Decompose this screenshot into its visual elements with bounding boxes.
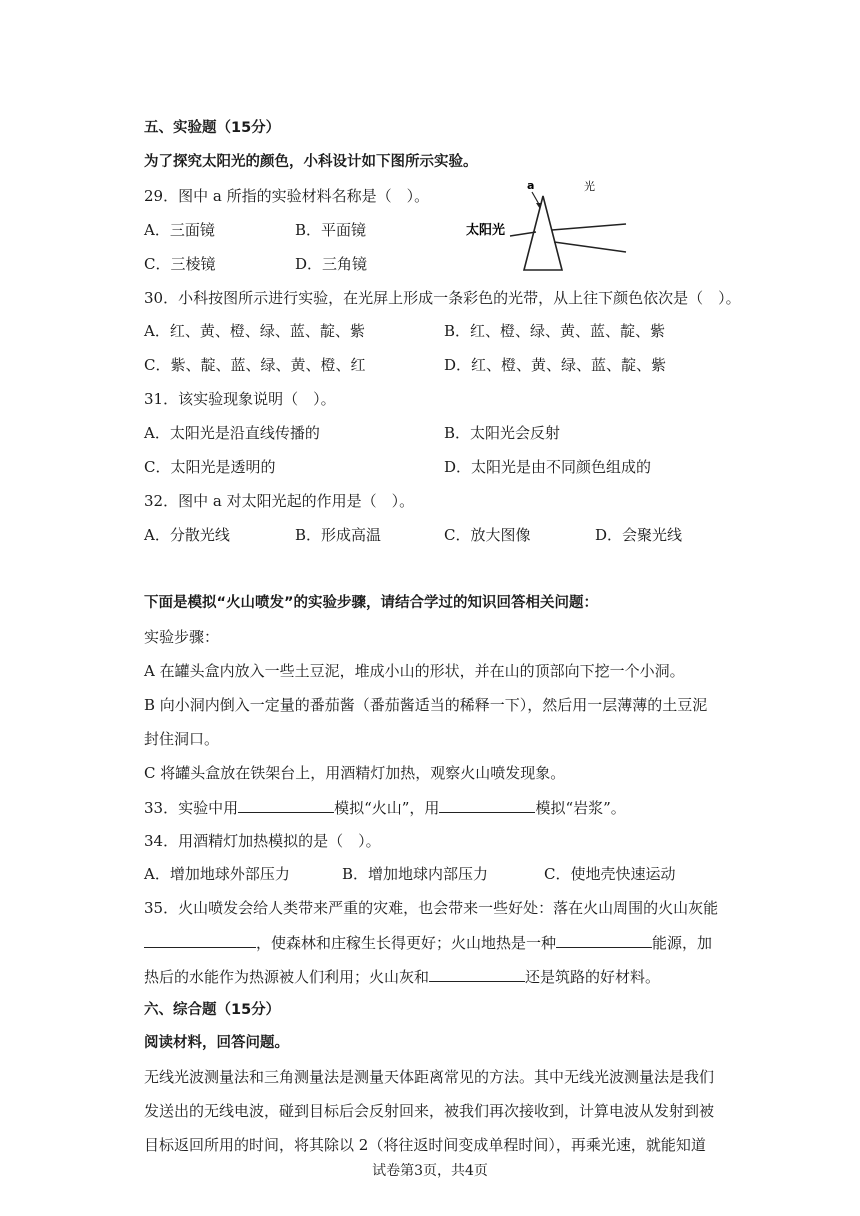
label-light: 光 [584, 180, 595, 193]
q32-option-d: D．会聚光线 [595, 526, 683, 544]
q33-part1: 33．实验中用 [144, 799, 239, 817]
q29-option-a: A．三面镜 [144, 221, 215, 239]
volcano-experiment-intro: 下面是模拟“火山喷发”的实验步骤，请结合学过的知识回答相关问题： [144, 595, 599, 611]
step-c: C 将罐头盒放在铁架台上，用酒精灯加热，观察火山喷发现象。 [144, 764, 566, 782]
prism-figure [460, 176, 630, 278]
q32-option-a: A．分散光线 [144, 526, 230, 544]
section-6-title: 六、综合题（15分） [144, 1002, 281, 1018]
q35-blank-material[interactable] [429, 966, 525, 982]
q35-blank-ash-benefit[interactable] [144, 932, 256, 948]
q35-line2-text-b: 能源，加 [652, 934, 713, 952]
q30-option-b: B．红、橙、绿、黄、蓝、靛、紫 [444, 322, 666, 340]
q35-line3-text-a: 热后的水能作为热源被人们利用；火山灰和 [144, 968, 430, 986]
q29-option-c: C．三棱镜 [144, 255, 216, 273]
q35-line2-text-a: ，使森林和庄稼生长得更好；火山地热是一种 [256, 934, 557, 952]
q32-option-c: C．放大图像 [444, 526, 531, 544]
q34-option-a: A．增加地球外部压力 [144, 865, 290, 883]
q30-option-d: D．红、橙、黄、绿、蓝、靛、紫 [444, 356, 667, 374]
q35-line2 [144, 932, 712, 953]
steps-title: 实验步骤： [144, 628, 220, 646]
q34-option-c: C．使地壳快速运动 [544, 865, 676, 883]
q29-stem: 29．图中 a 所指的实验材料名称是（ ）。 [144, 187, 430, 205]
q31-option-c: C．太阳光是透明的 [144, 458, 276, 476]
q33-blank-magma[interactable] [439, 797, 535, 813]
label-sunlight: 太阳光 [466, 223, 506, 238]
q30-stem: 30．小科按图所示进行实验，在光屏上形成一条彩色的光带，从上往下颜色依次是（ ）。 [144, 289, 741, 307]
step-b-line2: 封住洞口。 [144, 730, 220, 748]
q34-stem: 34．用酒精灯加热模拟的是（ ）。 [144, 832, 381, 850]
q31-option-a: A．太阳光是沿直线传播的 [144, 424, 320, 442]
material-line1: 无线光波测量法和三角测量法是测量天体距离常见的方法。其中无线光波测量法是我们 [144, 1068, 715, 1086]
q31-stem: 31．该实验现象说明（ ）。 [144, 390, 336, 408]
q32-option-b: B．形成高温 [295, 526, 382, 544]
step-a: A 在罐头盒内放入一些土豆泥，堆成小山的形状，并在山的顶部向下挖一个小洞。 [144, 662, 685, 680]
label-a: a [527, 179, 535, 192]
q35-line1: 35．火山喷发会给人类带来严重的灾难，也会带来一些好处：落在火山周围的火山灰能 [144, 899, 719, 917]
q31-option-d: D．太阳光是由不同颜色组成的 [444, 458, 652, 476]
q35-blank-energy-type[interactable] [556, 932, 652, 948]
q31-option-b: B．太阳光会反射 [444, 424, 561, 442]
material-line3: 目标返回所用的时间，将其除以 2（将往返时间变成单程时间），再乘光速，就能知道 [144, 1136, 706, 1154]
q33-blank-volcano[interactable] [238, 797, 334, 813]
q34-option-b: B．增加地球内部压力 [342, 865, 489, 883]
q30-option-c: C．紫、靛、蓝、绿、黄、橙、红 [144, 356, 366, 374]
q30-option-a: A．红、黄、橙、绿、蓝、靛、紫 [144, 322, 365, 340]
material-line2: 发送出的无线电波，碰到目标后会反射回来，被我们再次接收到，计算电波从发射到被 [144, 1102, 715, 1120]
q35-line3 [144, 966, 660, 987]
q33-part2: 模拟“火山”，用 [334, 799, 440, 817]
dispersed-ray-lower [554, 242, 626, 252]
sunlight-experiment-intro: 为了探究太阳光的颜色，小科设计如下图所示实验。 [144, 154, 478, 170]
q35-line3-text-b: 还是筑路的好材料。 [525, 968, 661, 986]
dispersed-ray-upper [552, 224, 626, 230]
q33 [144, 797, 626, 818]
page-footer: 试卷第3页，共4页 [372, 1163, 488, 1179]
q29-option-d: D．三角镜 [295, 255, 368, 273]
section-5-title: 五、实验题（15分） [144, 120, 281, 136]
step-b-line1: B 向小洞内倒入一定量的番茄酱（番茄酱适当的稀释一下），然后用一层薄薄的土豆泥 [144, 696, 708, 714]
q29-option-b: B．平面镜 [295, 221, 367, 239]
q32-stem: 32．图中 a 对太阳光起的作用是（ ）。 [144, 492, 415, 510]
q33-part3: 模拟“岩浆”。 [535, 799, 626, 817]
reading-material-intro: 阅读材料，回答问题。 [144, 1035, 289, 1051]
